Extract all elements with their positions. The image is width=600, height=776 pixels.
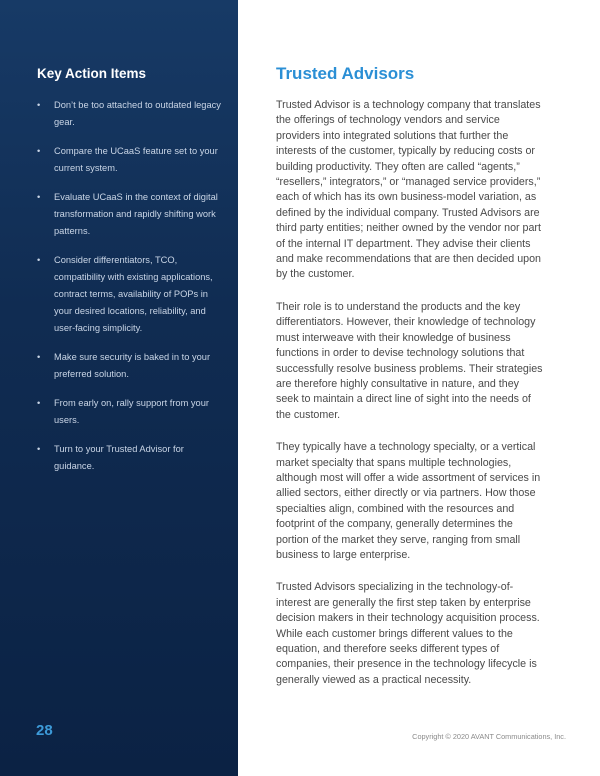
bullet-icon: • xyxy=(37,398,41,408)
paragraph: Their role is to understand the products and the key differentiators. However, their knowledge of technology must interweave with their knowledge of business functions in order to devise technology solutions that successfully resolve business problems. Their strategies are therefore highly consultative in nature, and they seek to maintain a direct line of sight into the needs of the customer. xyxy=(276,300,543,421)
sidebar-heading: Key Action Items xyxy=(37,66,147,81)
list-item-text: Consider differentiators, TCO, compatibility with existing applications, contract terms, availability of POPs in your desired locations, reliability, and user-facing simplicity. xyxy=(54,255,213,333)
sidebar-panel xyxy=(0,0,238,776)
key-action-list xyxy=(37,97,222,475)
body-text xyxy=(276,98,544,705)
list-item-text: Don’t be too attached to outdated legacy gear. xyxy=(54,100,221,127)
paragraph: Trusted Advisors specializing in the technology-of-interest are generally the first step taken by enterprise decision makers in their technology acquisition process. While each customer brings different values to the equation, and therefore seeks different types of companies, their presence in the technology lifecycle is generally viewed as a practical necessity. xyxy=(276,581,540,686)
list-item-text: Turn to your Trusted Advisor for guidance. xyxy=(54,444,184,471)
list-item-text: Evaluate UCaaS in the context of digital transformation and rapidly shifting work patterns. xyxy=(54,192,218,236)
list-item xyxy=(37,189,222,240)
paragraph: They typically have a technology specialty, or a vertical market specialty that spans multiple technologies, although most will offer a wide assortment of services in allied sectors, either directly or via partners. How those specialties align, combined with the resources and footprint of the company, generally determines the portion of the market they serve, ranging from small business to large enterprise. xyxy=(276,441,541,561)
list-item-text: From early on, rally support from your users. xyxy=(54,398,209,425)
list-item-text: Compare the UCaaS feature set to your current system. xyxy=(54,146,218,173)
paragraph: Trusted Advisor is a technology company that translates the offerings of technology vendors and service providers into integrated solutions that further the interests of the customer, typically by reducing costs or building productivity. They often are called “agents,” “resellers,” integrators,” or “managed service providers,” each of which has its own business-model variation, as defined by the individual company. Trusted Advisors are third party entities; neither owned by the vendor nor part of the internal IT department. They advise their clients and make recommendations that are then decided upon by the customer. xyxy=(276,99,541,281)
bullet-icon: • xyxy=(37,146,41,156)
list-item xyxy=(37,441,222,475)
page-number: 28 xyxy=(36,722,53,739)
bullet-icon: • xyxy=(37,255,41,265)
bullet-icon: • xyxy=(37,192,41,202)
copyright-notice: Copyright © 2020 AVANT Communications, Inc. xyxy=(412,732,566,741)
list-item xyxy=(37,349,222,383)
list-item xyxy=(37,395,222,429)
list-item xyxy=(37,97,222,131)
section-title: Trusted Advisors xyxy=(276,64,415,83)
bullet-icon: • xyxy=(37,100,41,110)
list-item xyxy=(37,143,222,177)
list-item xyxy=(37,252,222,337)
list-item-text: Make sure security is baked in to your preferred solution. xyxy=(54,352,211,379)
bullet-icon: • xyxy=(37,352,41,362)
bullet-icon: • xyxy=(37,444,41,454)
